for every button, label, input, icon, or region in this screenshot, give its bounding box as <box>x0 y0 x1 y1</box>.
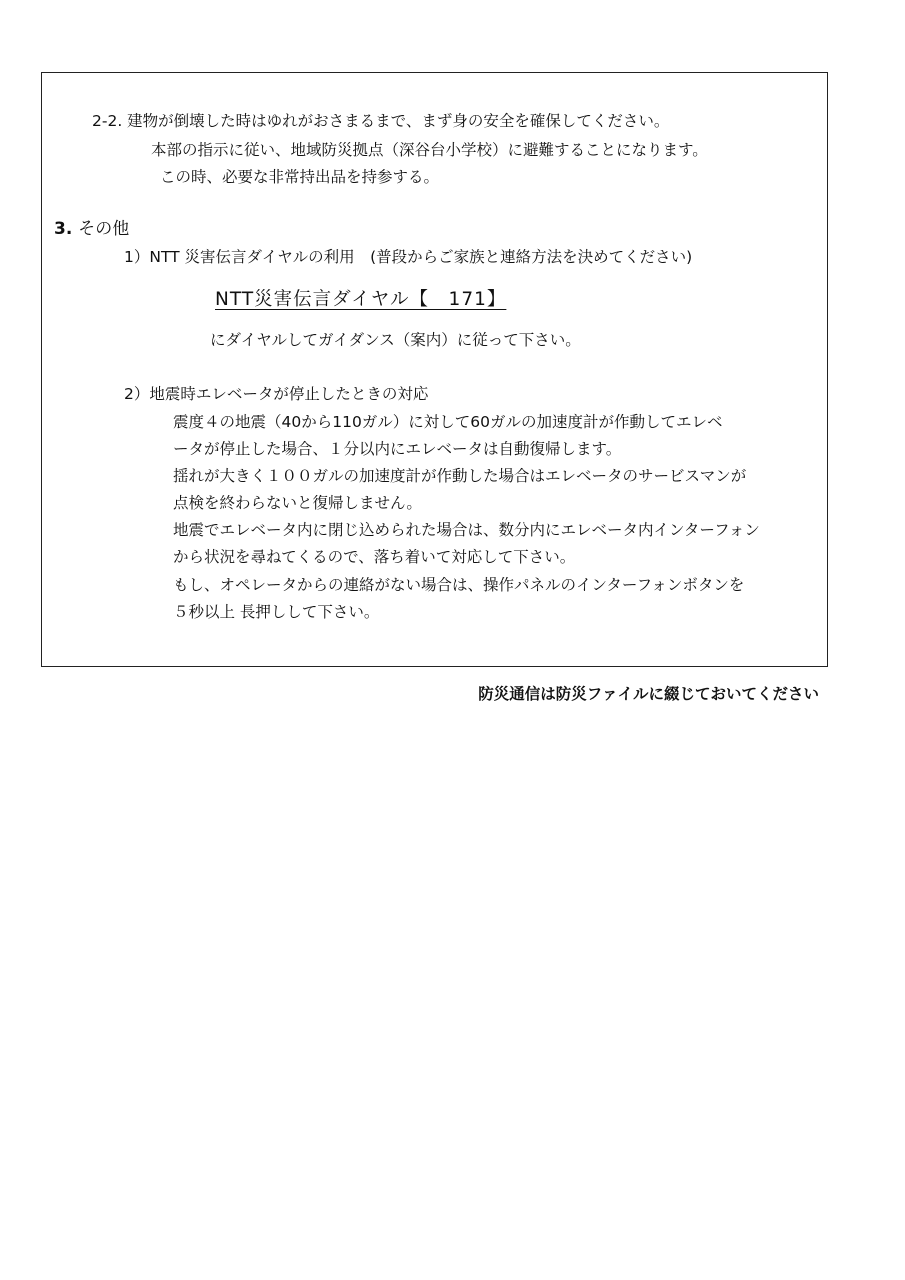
footer-note: 防災通信は防災ファイルに綴じておいてください <box>478 685 819 703</box>
ntt-dial-heading: 1）NTT 災害伝言ダイヤルの利用 (普段からご家族と連絡方法を決めてください) <box>124 248 693 266</box>
section-2-2-line-1: 2-2. 建物が倒壊した時はゆれがおさまるまで、まず身の安全を確保してください。 <box>92 112 670 130</box>
section-3-title: その他 <box>78 219 130 239</box>
elevator-text-line: から状況を尋ねてくるので、落ち着いて対応して下さい。 <box>173 548 576 566</box>
section-3-heading <box>54 219 129 239</box>
elevator-text-line: ５秒以上 長押しして下さい。 <box>173 603 380 621</box>
elevator-text-line: ータが停止した場合、１分以内にエレベータは自動復帰します。 <box>173 440 622 458</box>
elevator-text-line: 地震でエレベータ内に閉じ込められた場合は、数分内にエレベータ内インターフォン <box>173 521 760 539</box>
elevator-text-line: 震度４の地震（40から110ガル）に対して60ガルの加速度計が作動してエレベ <box>173 413 723 431</box>
ntt-dial-instruction: にダイヤルしてガイダンス（案内）に従って下さい。 <box>210 331 581 349</box>
elevator-text-line: もし、オペレータからの連絡がない場合は、操作パネルのインターフォンボタンを <box>173 576 745 594</box>
elevator-text-line: 揺れが大きく１００ガルの加速度計が作動した場合はエレベータのサービスマンが <box>173 467 747 485</box>
ntt-dial-name: NTT災害伝言ダイヤル【 171】 <box>215 289 507 310</box>
section-2-2-line-3: この時、必要な非常持出品を持参する。 <box>160 168 440 186</box>
section-3-number: 3. <box>54 219 73 239</box>
elevator-heading: 2）地震時エレベータが停止したときの対応 <box>124 385 429 403</box>
elevator-text-line: 点検を終わらないと復帰しません。 <box>173 494 422 512</box>
section-2-2-line-2: 本部の指示に従い、地域防災拠点（深谷台小学校）に避難することになります。 <box>151 141 708 159</box>
